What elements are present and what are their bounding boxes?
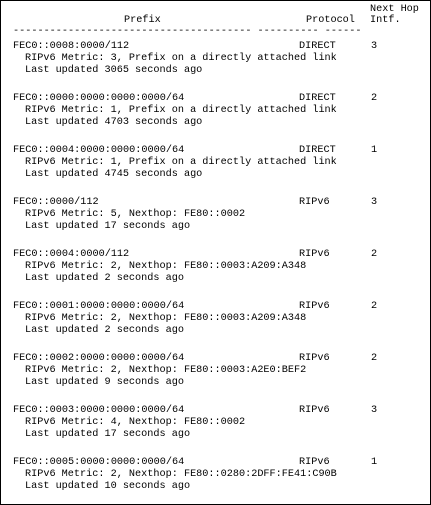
route-interface: 2 bbox=[371, 353, 378, 364]
route-last-updated: Last updated 2 seconds ago bbox=[25, 325, 184, 336]
route-last-updated: Last updated 17 seconds ago bbox=[25, 429, 191, 440]
route-last-updated: Last updated 17 seconds ago bbox=[25, 221, 191, 232]
route-last-updated: Last updated 10 seconds ago bbox=[25, 481, 191, 492]
route-protocol: RIPv6 bbox=[299, 457, 330, 468]
route-interface: 2 bbox=[371, 93, 378, 104]
route-prefix: FEC0::0004:0000/112 bbox=[13, 249, 130, 260]
route-entry bbox=[13, 197, 423, 237]
route-prefix: FEC0::0000/112 bbox=[13, 197, 99, 208]
route-entry bbox=[13, 145, 423, 185]
route-prefix: FEC0::0008:0000/112 bbox=[13, 41, 130, 52]
route-entry bbox=[13, 93, 423, 133]
route-interface: 1 bbox=[371, 145, 378, 156]
route-protocol: RIPv6 bbox=[299, 249, 330, 260]
route-protocol: DIRECT bbox=[299, 41, 336, 52]
route-metric: RIPv6 Metric: 2, Nexthop: FE80::0280:2DFF:FE41:C90B bbox=[25, 469, 337, 480]
route-protocol: RIPv6 bbox=[299, 405, 330, 416]
column-header-protocol: Protocol bbox=[306, 15, 355, 26]
route-protocol: RIPv6 bbox=[299, 353, 330, 364]
column-header-next-hop: Next Hop bbox=[370, 4, 419, 15]
route-metric: RIPv6 Metric: 1, Prefix on a directly attached link bbox=[25, 157, 337, 168]
route-metric: RIPv6 Metric: 2, Nexthop: FE80::0003:A209:A348 bbox=[25, 313, 307, 324]
route-protocol: DIRECT bbox=[299, 145, 336, 156]
route-prefix: FEC0::0005:0000:0000:0000/64 bbox=[13, 457, 185, 468]
column-header-prefix: Prefix bbox=[124, 15, 161, 26]
route-entry bbox=[13, 301, 423, 341]
route-protocol: RIPv6 bbox=[299, 301, 330, 312]
column-header-intf: Intf. bbox=[370, 15, 401, 26]
route-last-updated: Last updated 4745 seconds ago bbox=[25, 169, 203, 180]
route-interface: 3 bbox=[371, 197, 378, 208]
route-interface: 1 bbox=[371, 457, 378, 468]
route-interface: 2 bbox=[371, 249, 378, 260]
route-entry bbox=[13, 41, 423, 81]
route-metric: RIPv6 Metric: 2, Nexthop: FE80::0003:A209:A348 bbox=[25, 261, 307, 272]
route-metric: RIPv6 Metric: 3, Prefix on a directly attached link bbox=[25, 53, 337, 64]
route-prefix: FEC0::0001:0000:0000:0000/64 bbox=[13, 301, 185, 312]
route-entry bbox=[13, 405, 423, 445]
route-metric: RIPv6 Metric: 2, Nexthop: FE80::0003:A2E0:BEF2 bbox=[25, 365, 307, 376]
route-entry bbox=[13, 249, 423, 289]
route-interface: 3 bbox=[371, 41, 378, 52]
route-last-updated: Last updated 9 seconds ago bbox=[25, 377, 184, 388]
route-prefix: FEC0::0003:0000:0000:0000/64 bbox=[13, 405, 185, 416]
route-metric: RIPv6 Metric: 1, Prefix on a directly attached link bbox=[25, 105, 337, 116]
route-entry bbox=[13, 353, 423, 393]
route-last-updated: Last updated 2 seconds ago bbox=[25, 273, 184, 284]
route-interface: 2 bbox=[371, 301, 378, 312]
route-protocol: DIRECT bbox=[299, 93, 336, 104]
route-protocol: RIPv6 bbox=[299, 197, 330, 208]
route-metric: RIPv6 Metric: 4, Nexthop: FE80::0002 bbox=[25, 417, 246, 428]
header-divider: --------------------------------------- ---------- ------ bbox=[13, 26, 362, 37]
route-prefix: FEC0::0000:0000:0000:0000/64 bbox=[13, 93, 185, 104]
route-metric: RIPv6 Metric: 5, Nexthop: FE80::0002 bbox=[25, 209, 246, 220]
route-interface: 3 bbox=[371, 405, 378, 416]
route-last-updated: Last updated 4703 seconds ago bbox=[25, 117, 203, 128]
route-last-updated: Last updated 3065 seconds ago bbox=[25, 65, 203, 76]
route-prefix: FEC0::0004:0000:0000:0000/64 bbox=[13, 145, 185, 156]
route-entry bbox=[13, 457, 423, 497]
route-prefix: FEC0::0002:0000:0000:0000/64 bbox=[13, 353, 185, 364]
